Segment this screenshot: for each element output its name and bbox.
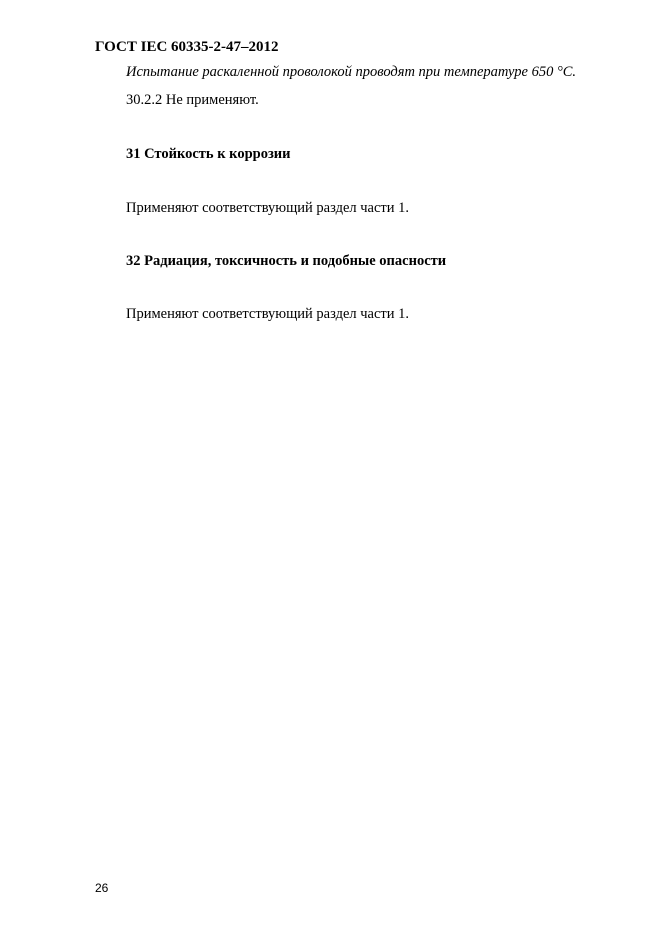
italic-note: Испытание раскаленной проволокой проводят при температуре 650 °С. — [126, 64, 577, 80]
section-31-heading: 31 Стойкость к коррозии — [126, 146, 291, 162]
section-32-text: Применяют соответствующий раздел части 1. — [126, 306, 410, 322]
clause-30-2-2: 30.2.2 Не применяют. — [126, 92, 259, 108]
section-31-text: Применяют соответствующий раздел части 1. — [126, 200, 410, 216]
section-32-heading: 32 Радиация, токсичность и подобные опасности — [126, 253, 447, 269]
standard-title: ГОСТ IEC 60335-2-47–2012 — [95, 39, 279, 55]
page-number: 26 — [95, 881, 109, 895]
